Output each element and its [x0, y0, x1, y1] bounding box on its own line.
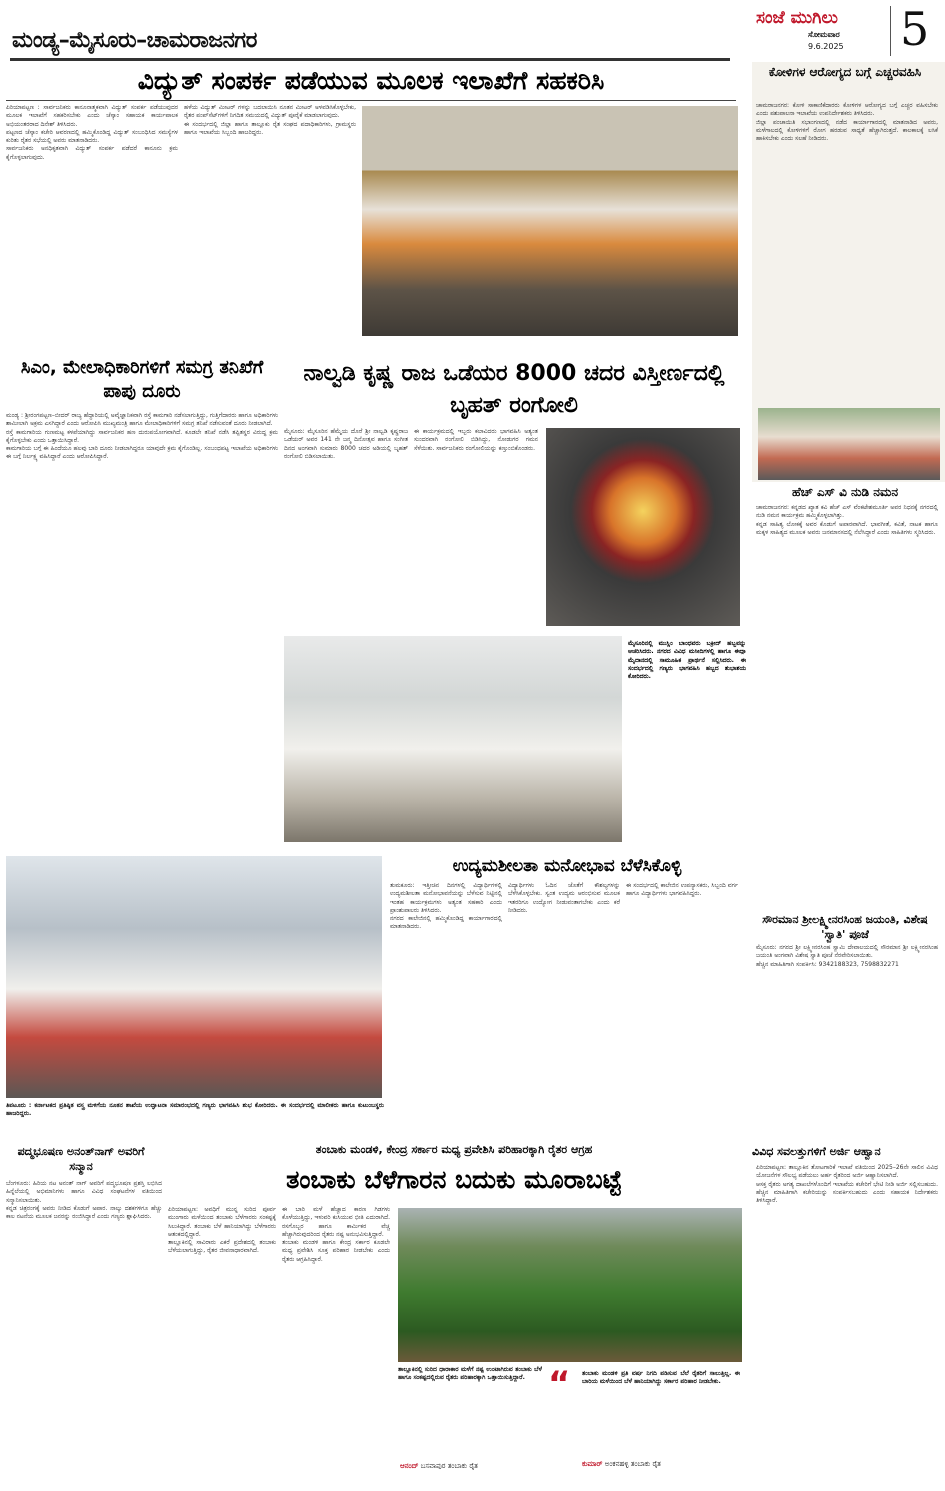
story3-col1: ಮೈಸೂರು: ಮೈಸೂರಿನ ಹೆಮ್ಮೆಯ ದೊರೆ ಶ್ರೀ ನಾಲ್ವಡಿ ಕೃಷ್ಣರಾಜ ಒಡೆಯರ್ ಅವರ 141 ನೇ ಜನ್ಮ ದಿನೋತ್ಸವ ಹಾಗೂ ಸಂಗೀತ ದಿನದ ಅಂಗವಾಗಿ ಸುಮಾರು 8000 ಚದರ ಅಡಿಯಲ್ಲಿ ಬೃಹತ್ ರಂಗೋಲಿ ಬಿಡಿಸಲಾಯಿತು.	[284, 428, 408, 460]
store-photo	[6, 856, 382, 1098]
story7-quote-box	[548, 1366, 742, 1476]
story2-headline: ಸಿಎಂ, ಮೇಲಾಧಿಕಾರಿಗಳಿಗೆ ಸಮಗ್ರ ತನಿಖೆಗೆ ಪಾಪು ದೂರು	[20, 357, 264, 402]
story3-headline: ನಾಲ್ವಡಿ ಕೃಷ್ಣ ರಾಜ ಒಡೆಯರ 8000 ಚದರ ವಿಸ್ತೀರ್ಣದಲ್ಲಿ ಬೃಹತ್ ರಂಗೋಲಿ	[303, 361, 725, 418]
story5-col1: ತುಮಕೂರು: ಇತ್ತೀಚಿನ ದಿನಗಳಲ್ಲಿ ವಿದ್ಯಾರ್ಥಿಗಳಲ್ಲಿ ಉದ್ಯಮಶೀಲತಾ ಮನೋಭಾವನೆಯನ್ನು ಬೆಳೆಸುವ ನಿಟ್ಟಿನಲ್ಲಿ ಇಂತಹ ಕಾರ್ಯಕ್ರಮಗಳು ಅತ್ಯಂತ ಸಹಕಾರಿ ಎಂದು ಪ್ರಾಂಶುಪಾಲರು ತಿಳಿಸಿದರು. ನಗರದ ಕಾಲೇಜಿನಲ್ಲಿ ಹಮ್ಮಿಕೊಂಡಿದ್ದ ಕಾರ್ಯಾಗಾರದಲ್ಲಿ ಮಾತನಾಡಿದರು.	[390, 882, 502, 931]
story2-text: ಮಂಡ್ಯ : ಶ್ರೀರಂಗಪಟ್ಟಣ–ಬೀದರ್ ರಾಜ್ಯ ಹೆದ್ದಾರಿಯಲ್ಲಿ ಅವೈಜ್ಞಾನಿಕವಾಗಿ ರಸ್ತೆ ಕಾಮಗಾರಿ ನಡೆಸಲಾಗುತ್ತಿದ್ದು, ಗುತ್ತಿಗೆದಾರರು ಹಾಗೂ ಅಧಿಕಾರಿಗಳು ಶಾಮೀಲಾಗಿ ಅಕ್ರಮ ಎಸಗಿದ್ದಾರೆ ಎಂದು ಆರೋಪಿಸಿ ಮುಖ್ಯಮಂತ್ರಿ ಹಾಗೂ ಮೇಲಾಧಿಕಾರಿಗಳಿಗೆ ಸಮಗ್ರ ತನಿಖೆ ನಡೆಸುವಂತೆ ದೂರು ನೀಡಲಾಗಿದೆ. ರಸ್ತೆ ಕಾಮಗಾರಿಯ ಗುಣಮಟ್ಟ ಕಳಪೆಯಾಗಿದ್ದು ಸಾರ್ವಜನಿಕರ ಹಣ ದುರುಪಯೋಗವಾಗಿದೆ. ಕೂಡಲೇ ತನಿಖೆ ನಡೆಸಿ ತಪ್ಪಿತಸ್ಥರ ವಿರುದ್ಧ ಕ್ರಮ ಕೈಗೊಳ್ಳಬೇಕು ಎಂದು ಒತ್ತಾಯಿಸಿದ್ದಾರೆ. ಕಾಮಗಾರಿಯ ಬಗ್ಗೆ ಈ ಹಿಂದೆಯೂ ಹಲವು ಬಾರಿ ದೂರು ನೀಡಲಾಗಿದ್ದರೂ ಯಾವುದೇ ಕ್ರಮ ಕೈಗೊಂಡಿಲ್ಲ. ಸಂಬಂಧಪಟ್ಟ ಇಲಾಖೆಯ ಅಧಿಕಾರಿಗಳು ಈ ಬಗ್ಗೆ ನಿರ್ಲಕ್ಷ್ಯ ವಹಿಸಿದ್ದಾರೆ ಎಂದು ಆರೋಪಿಸಿದ್ದಾರೆ.	[6, 412, 278, 461]
story7-quote-role: ಅಂಕನಹಳ್ಳಿ ತಂಬಾಕು ರೈತ	[604, 1460, 661, 1468]
story5-headline: ಉದ್ಯಮಶೀಲತಾ ಮನೋಭಾವ ಬೆಳೆಸಿಕೊಳ್ಳಿ	[452, 856, 682, 876]
story4-text: ಮೈಸೂರಿನಲ್ಲಿ ಮುಸ್ಲಿಂ ಬಾಂಧವರು ಬಕ್ರೀದ್ ಹಬ್ಬವನ್ನು ಆಚರಿಸಿದರು. ನಗರದ ವಿವಿಧ ಮಸೀದಿಗಳಲ್ಲಿ ಹಾಗೂ ಈದ್ಗಾ ಮೈದಾನದಲ್ಲಿ ಸಾಮೂಹಿಕ ಪ್ರಾರ್ಥನೆ ಸಲ್ಲಿಸಿದರು. ಈ ಸಂದರ್ಭದಲ್ಲಿ ಗಣ್ಯರು ಭಾಗವಹಿಸಿ ಹಬ್ಬದ ಶುಭಾಶಯ ಕೋರಿದರು.	[628, 640, 746, 681]
story7-kicker: ತಂಬಾಕು ಮಂಡಳಿ, ಕೇಂದ್ರ ಸರ್ಕಾರ ಮಧ್ಯ ಪ್ರವೇಶಿಸಿ ಪರಿಹಾರಕ್ಕಾಗಿ ರೈತರ ಆಗ್ರಹ	[315, 1143, 593, 1156]
story7-tobacco-photo	[398, 1208, 742, 1362]
sidebar2-headline: ಹೆಚ್ ಎಸ್ ವಿ ನುಡಿ ನಮನ	[791, 485, 899, 499]
sidebar3-text: ಮೈಸೂರು: ನಗರದ ಶ್ರೀ ಲಕ್ಷ್ಮೀನರಸಿಂಹ ಸ್ವಾಮಿ ದೇವಾಲಯದಲ್ಲಿ ಸೌರಮಾನ ಶ್ರೀ ಲಕ್ಷ್ಮೀನರಸಿಂಹ ಜಯಂತಿ ಅಂಗವಾಗಿ ವಿಶೇಷ ಸ್ವಾತಿ ಪೂಜೆ ನೆರವೇರಿಸಲಾಯಿತು. ಹೆಚ್ಚಿನ ಮಾಹಿತಿಗಾಗಿ ಸಂಪರ್ಕಿಸಿ: 9342188323, 7598832271	[756, 944, 938, 968]
sidebar4-headline: ವಿವಿಧ ಸವಲತ್ತುಗಳಿಗೆ ಅರ್ಜಿ ಆಹ್ವಾನ	[752, 1145, 881, 1158]
story6-headline: ಪದ್ಮಭೂಷಣ ಅನಂತ್‌ನಾಗ್ ಅವರಿಗೆ ಸನ್ಮಾನ	[17, 1145, 145, 1173]
sidebar2-text: ಚಾಮರಾಜನಗರ: ಕನ್ನಡದ ಖ್ಯಾತ ಕವಿ ಹೆಚ್ ಎಸ್ ವೆಂಕಟೇಶಮೂರ್ತಿ ಅವರ ನಿಧನಕ್ಕೆ ನಗರದಲ್ಲಿ ನುಡಿ ನಮನ ಕಾರ್ಯಕ್ರಮ ಹಮ್ಮಿಕೊಳ್ಳಲಾಗಿತ್ತು. ಕನ್ನಡ ಸಾಹಿತ್ಯ ಲೋಕಕ್ಕೆ ಅವರ ಕೊಡುಗೆ ಅಪಾರವಾಗಿದೆ. ಭಾವಗೀತೆ, ಕವಿತೆ, ನಾಟಕ ಹಾಗೂ ಮಕ್ಕಳ ಸಾಹಿತ್ಯದ ಮೂಲಕ ಅವರು ಜನಮಾನಸದಲ್ಲಿ ನೆಲೆಸಿದ್ದಾರೆ ಎಂದು ಸಾಹಿತಿಗಳು ಸ್ಮರಿಸಿದರು.	[756, 504, 938, 536]
story3-rangoli-photo	[546, 428, 740, 626]
store-photo-caption: ತಿಪಟೂರು : ಕರ್ನಾಟಕದ ಪ್ರತಿಷ್ಠಿತ ವಸ್ತ್ರ ಮಳಿಗೆಯ ನೂತನ ಶಾಖೆಯ ಉದ್ಘಾಟನಾ ಸಮಾರಂಭದಲ್ಲಿ ಗಣ್ಯರು ಭಾಗವಹಿಸಿ ಶುಭ ಕೋರಿದರು. ಈ ಸಂದರ್ಭದಲ್ಲಿ ಮಾಲೀಕರು ಹಾಗೂ ಕುಟುಂಬಸ್ಥರು ಹಾಜರಿದ್ದರು.	[6, 1102, 384, 1117]
masthead-logo: ಸಂಜೆ ಮುಗಿಲು	[756, 8, 838, 28]
story7-col2: ಈ ಬಾರಿ ಮಳೆ ಹೆಚ್ಚಾದ ಕಾರಣ ಗಿಡಗಳು ಕೊಳೆಯುತ್ತಿದ್ದು, ಇಳುವರಿ ಕುಸಿಯುವ ಭೀತಿ ಎದುರಾಗಿದೆ. ರಸಗೊಬ್ಬರ ಹಾಗೂ ಕಾರ್ಮಿಕರ ವೆಚ್ಚ ಹೆಚ್ಚಾಗಿರುವುದರಿಂದ ರೈತರು ನಷ್ಟ ಅನುಭವಿಸುತ್ತಿದ್ದಾರೆ. ತಂಬಾಕು ಮಂಡಳಿ ಹಾಗೂ ಕೇಂದ್ರ ಸರ್ಕಾರ ಕೂಡಲೇ ಮಧ್ಯ ಪ್ರವೇಶಿಸಿ ಸೂಕ್ತ ಪರಿಹಾರ ನೀಡಬೇಕು ಎಂದು ರೈತರು ಆಗ್ರಹಿಸಿದ್ದಾರೆ.	[282, 1206, 390, 1263]
story5-col3: ಈ ಸಂದರ್ಭದಲ್ಲಿ ಕಾಲೇಜಿನ ಉಪನ್ಯಾಸಕರು, ಸಿಬ್ಬಂದಿ ವರ್ಗ ಹಾಗೂ ವಿದ್ಯಾರ್ಥಿಗಳು ಭಾಗವಹಿಸಿದ್ದರು.	[626, 882, 738, 898]
story7-quote: ತಂಬಾಕು ಮಂಡಳಿ ಪ್ರತಿ ವರ್ಷ ನಿಗದಿ ಪಡಿಸುವ ಬೆಲೆ ರೈತರಿಗೆ ಸಾಲುತ್ತಿಲ್ಲ. ಈ ಬಾರಿಯ ಮಳೆಯಿಂದ ಬೆಳೆ ಹಾನಿಯಾಗಿದ್ದು ಸರ್ಕಾರ ಪರಿಹಾರ ನೀಡಬೇಕು.	[582, 1370, 740, 1385]
masthead-day: ಸೋಮವಾರ	[808, 30, 840, 39]
story1-headline: ವಿದ್ಯುತ್ ಸಂಪರ್ಕ ಪಡೆಯುವ ಮೂಲಕ ಇಲಾಖೆಗೆ ಸಹಕರಿಸಿ	[137, 66, 605, 95]
story6-text: ಬೆಂಗಳೂರು: ಹಿರಿಯ ನಟ ಅನಂತ್ ನಾಗ್ ಅವರಿಗೆ ಪದ್ಮಭೂಷಣ ಪ್ರಶಸ್ತಿ ಲಭಿಸಿದ ಹಿನ್ನೆಲೆಯಲ್ಲಿ ಅಭಿಮಾನಿಗಳು ಹಾಗೂ ವಿವಿಧ ಸಂಘಟನೆಗಳ ವತಿಯಿಂದ ಸನ್ಮಾನಿಸಲಾಯಿತು. ಕನ್ನಡ ಚಿತ್ರರಂಗಕ್ಕೆ ಅವರು ನೀಡಿದ ಕೊಡುಗೆ ಅಪಾರ. ನಾಲ್ಕು ದಶಕಗಳಿಗೂ ಹೆಚ್ಚು ಕಾಲ ನಟನೆಯ ಮೂಲಕ ಜನರನ್ನು ರಂಜಿಸಿದ್ದಾರೆ ಎಂದು ಗಣ್ಯರು ಶ್ಲಾಘಿಸಿದರು.	[6, 1180, 162, 1221]
sidebar1-headline: ಕೋಳಿಗಳ ಆರೋಗ್ಯದ ಬಗ್ಗೆ ಎಚ್ಚರವಹಿಸಿ	[768, 65, 922, 79]
sidebar3-headline: ಸೌರಮಾನ ಶ್ರೀಲಕ್ಷ್ಮೀನರಸಿಂಹ ಜಯಂತಿ, ವಿಶೇಷ 'ಸ್ವಾತಿ' ಪೂಜೆ	[762, 913, 928, 941]
story7-photo-credit	[400, 1462, 546, 1471]
masthead-divider	[890, 6, 891, 56]
quote-mark-icon: “	[548, 1364, 571, 1404]
sidebar1-text: ಚಾಮರಾಜನಗರ: ಕೋಳಿ ಸಾಕಾಣಿಕೆದಾರರು ಕೋಳಿಗಳ ಆರೋಗ್ಯದ ಬಗ್ಗೆ ಎಚ್ಚರ ವಹಿಸಬೇಕು ಎಂದು ಪಶುಪಾಲನಾ ಇಲಾಖೆಯ ಉಪನಿರ್ದೇಶಕರು ತಿಳಿಸಿದರು. ಜಿಲ್ಲಾ ಪಂಚಾಯಿತಿ ಸಭಾಂಗಣದಲ್ಲಿ ನಡೆದ ಕಾರ್ಯಾಗಾರದಲ್ಲಿ ಮಾತನಾಡಿದ ಅವರು, ಮಳೆಗಾಲದಲ್ಲಿ ಕೋಳಿಗಳಿಗೆ ರೋಗ ಹರಡುವ ಸಾಧ್ಯತೆ ಹೆಚ್ಚಾಗಿರುತ್ತದೆ. ಕಾಲಕಾಲಕ್ಕೆ ಲಸಿಕೆ ಹಾಕಿಸಬೇಕು ಎಂದು ಸಲಹೆ ನೀಡಿದರು.	[756, 102, 938, 143]
story1-rule	[6, 100, 736, 101]
story1-photo	[362, 106, 738, 336]
story7-headline: ತಂಬಾಕು ಬೆಳೆಗಾರನ ಬದುಕು ಮೂರಾಬಟ್ಟೆ	[286, 1165, 622, 1194]
masthead-date: 9.6.2025	[808, 42, 844, 51]
story7-photo-caption: ತಾಲ್ಲೂಕಿನಲ್ಲಿ ಸುರಿದ ಧಾರಾಕಾರ ಮಳೆಗೆ ನಷ್ಟ ಉಂಟಾಗಿರುವ ತಂಬಾಕು ಬೆಳೆ ಹಾಗೂ ಸಂಕಷ್ಟದಲ್ಲಿರುವ ರೈತರು ಪರಿಹಾರಕ್ಕಾಗಿ ಒತ್ತಾಯಿಸುತ್ತಿದ್ದಾರೆ.	[398, 1366, 542, 1381]
story1-col1: ಪಿರಿಯಾಪಟ್ಟಣ : ಸಾರ್ವಜನಿಕರು ಕಾನೂನಾತ್ಮಕವಾಗಿ ವಿದ್ಯುತ್ ಸಂಪರ್ಕ ಪಡೆಯುವುದರ ಮೂಲಕ ಇಲಾಖೆಗೆ ಸಹಕರಿಸಬೇಕು ಎಂದು ಚೆಸ್ಕಾಂ ಸಹಾಯಕ ಕಾರ್ಯಪಾಲಕ ಅಭಿಯಂತರರಾದ ದಿನೇಶ್ ತಿಳಿಸಿದರು. ಪಟ್ಟಣದ ಚೆಸ್ಕಾಂ ಕಚೇರಿ ಆವರಣದಲ್ಲಿ ಹಮ್ಮಿಕೊಂಡಿದ್ದ ವಿದ್ಯುತ್ ಸಂಬಂಧಿಸಿದ ಸಮಸ್ಯೆಗಳ ಕುರಿತು ರೈತರ ಸಭೆಯಲ್ಲಿ ಅವರು ಮಾತನಾಡಿದರು. ಸಾರ್ವಜನಿಕರು ಅನಧಿಕೃತವಾಗಿ ವಿದ್ಯುತ್ ಸಂಪರ್ಕ ಪಡೆದರೆ ಕಾನೂನು ಕ್ರಮ ಕೈಗೊಳ್ಳಲಾಗುವುದು.	[6, 104, 178, 161]
sidebar4-text: ಪಿರಿಯಾಪಟ್ಟಣ: ತಾಲ್ಲೂಕಿನ ತೋಟಗಾರಿಕೆ ಇಲಾಖೆ ವತಿಯಿಂದ 2025–26ನೇ ಸಾಲಿನ ವಿವಿಧ ಯೋಜನೆಗಳ ಸೌಲಭ್ಯ ಪಡೆಯಲು ಅರ್ಹ ರೈತರಿಂದ ಅರ್ಜಿ ಆಹ್ವಾನಿಸಲಾಗಿದೆ. ಆಸಕ್ತ ರೈತರು ಅಗತ್ಯ ದಾಖಲೆಗಳೊಂದಿಗೆ ಇಲಾಖೆಯ ಕಚೇರಿಗೆ ಭೇಟಿ ನೀಡಿ ಅರ್ಜಿ ಸಲ್ಲಿಸಬಹುದು. ಹೆಚ್ಚಿನ ಮಾಹಿತಿಗಾಗಿ ಕಚೇರಿಯನ್ನು ಸಂಪರ್ಕಿಸಬಹುದು ಎಂದು ಸಹಾಯಕ ನಿರ್ದೇಶಕರು ತಿಳಿಸಿದ್ದಾರೆ.	[756, 1164, 938, 1205]
story5-col2: ವಿದ್ಯಾರ್ಥಿಗಳು ಓದಿನ ಜೊತೆಗೆ ಕೌಶಲ್ಯಗಳನ್ನು ಬೆಳೆಸಿಕೊಳ್ಳಬೇಕು. ಸ್ವಂತ ಉದ್ಯಮ ಆರಂಭಿಸುವ ಮೂಲಕ ಇತರರಿಗೂ ಉದ್ಯೋಗ ನೀಡುವಂತಾಗಬೇಕು ಎಂದು ಕರೆ ನೀಡಿದರು.	[508, 882, 620, 914]
story1-col2: ಹಳೆಯ ವಿದ್ಯುತ್ ಮೀಟರ್ ಗಳನ್ನು ಬದಲಾಯಿಸಿ ನೂತನ ಮೀಟರ್ ಅಳವಡಿಸಿಕೊಳ್ಳಬೇಕು, ರೈತರ ಪಂಪ್‌ಸೆಟ್‌ಗಳಿಗೆ ನಿಗದಿತ ಸಮಯದಲ್ಲಿ ವಿದ್ಯುತ್ ಪೂರೈಕೆ ಮಾಡಲಾಗುವುದು. ಈ ಸಂದರ್ಭದಲ್ಲಿ ಜಿಲ್ಲಾ ಹಾಗೂ ತಾಲ್ಲೂಕು ರೈತ ಸಂಘದ ಪದಾಧಿಕಾರಿಗಳು, ಗ್ರಾಮಸ್ಥರು ಹಾಗೂ ಇಲಾಖೆಯ ಸಿಬ್ಬಂದಿ ಹಾಜರಿದ್ದರು.	[184, 104, 356, 136]
story3-col2: ಈ ಕಾರ್ಯಕ್ರಮದಲ್ಲಿ ಇಬ್ಬರು ಕಲಾವಿದರು ಭಾಗವಹಿಸಿ ಅತ್ಯಂತ ಸುಂದರವಾಗಿ ರಂಗೋಲಿ ಬಿಡಿಸಿದ್ದು, ನೋಡುಗರ ಗಮನ ಸೆಳೆಯಿತು. ಸಾರ್ವಜನಿಕರು ರಂಗೋಲಿಯನ್ನು ಕಣ್ತುಂಬಿಕೊಂಡರು.	[414, 428, 538, 452]
story4-photo	[284, 636, 622, 842]
story7-col1: ಪಿರಿಯಾಪಟ್ಟಣ: ಅವಧಿಗೆ ಮುನ್ನ ಸುರಿದ ಪೂರ್ವ ಮುಂಗಾರು ಮಳೆಯಿಂದ ತಂಬಾಕು ಬೆಳೆಗಾರರು ಸಂಕಷ್ಟಕ್ಕೆ ಸಿಲುಕಿದ್ದಾರೆ. ತಂಬಾಕು ಬೆಳೆ ಹಾನಿಯಾಗಿದ್ದು ಬೆಳೆಗಾರರು ಆತಂಕದಲ್ಲಿದ್ದಾರೆ. ತಾಲ್ಲೂಕಿನಲ್ಲಿ ಸಾವಿರಾರು ಎಕರೆ ಪ್ರದೇಶದಲ್ಲಿ ತಂಬಾಕು ಬೆಳೆಯಲಾಗುತ್ತಿದ್ದು, ರೈತರ ಜೀವನಾಧಾರವಾಗಿದೆ.	[168, 1206, 276, 1255]
masthead-region: ಮಂಡ್ಯ–ಮೈಸೂರು–ಚಾಮರಾಜನಗರ	[12, 28, 257, 53]
story7-quote-attribution	[582, 1460, 740, 1469]
sidebar1-photo	[758, 408, 940, 480]
page-number: 5	[900, 2, 930, 56]
story7-credit-name: ಆನಂದ್	[400, 1462, 419, 1470]
story7-quote-author: ಕುಮಾರ್	[582, 1460, 603, 1468]
masthead	[0, 0, 945, 62]
masthead-rule	[10, 58, 730, 61]
story7-credit-role: ಬಸವಾಪುರ ತಂಬಾಕು ರೈತ	[420, 1462, 478, 1470]
